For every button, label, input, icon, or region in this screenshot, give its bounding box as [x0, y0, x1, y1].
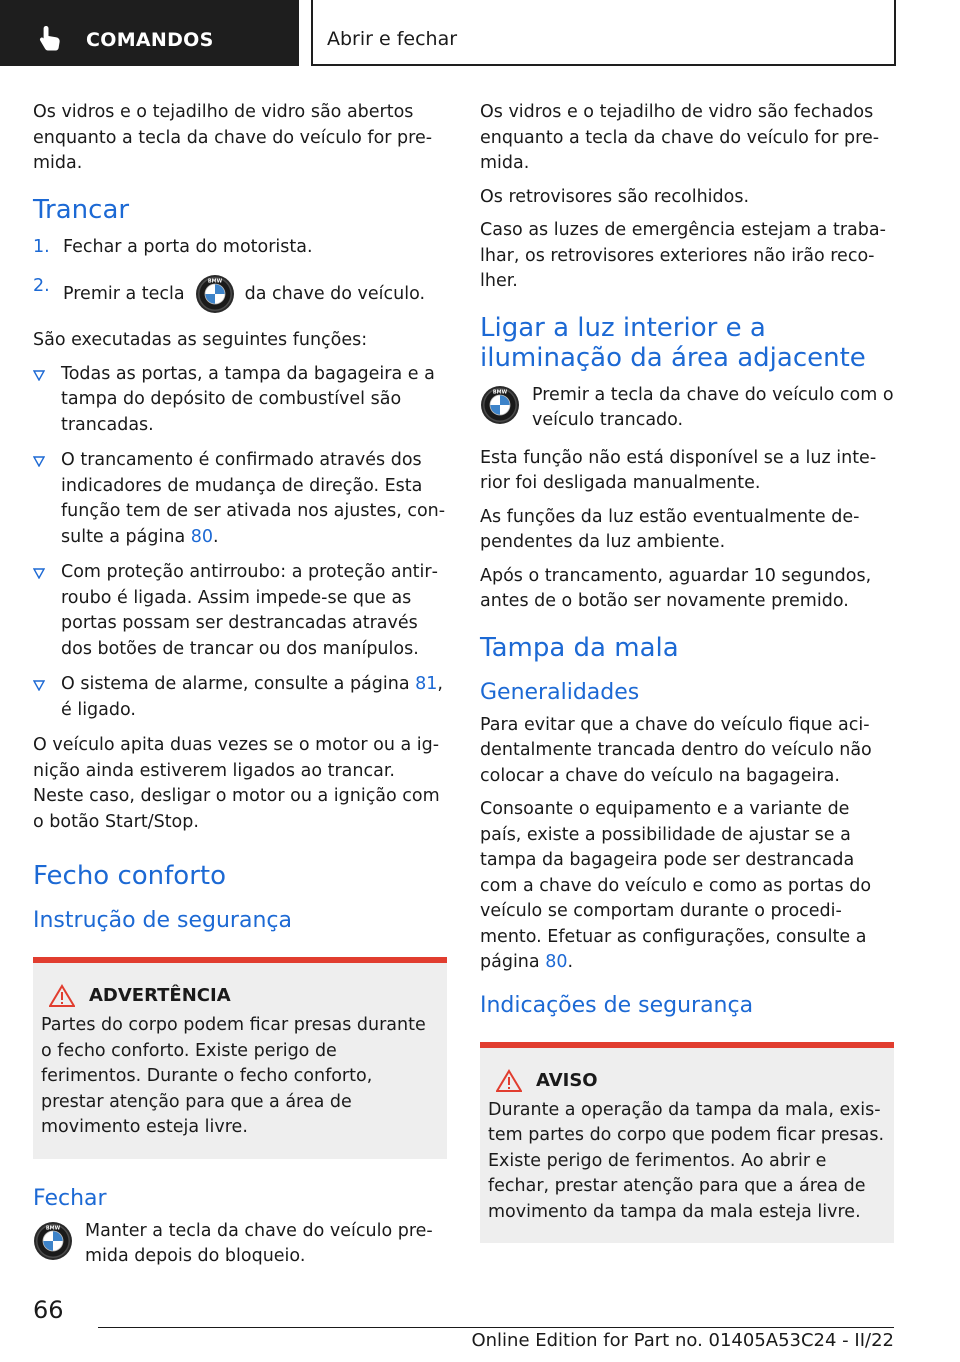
functions-intro: São executadas as seguintes funções: — [33, 330, 368, 350]
comfort-heading: Fecho conforto — [33, 861, 227, 891]
left-column — [33, 100, 447, 1282]
warning-triangle-icon — [496, 1069, 522, 1093]
list-item — [33, 672, 447, 723]
warning-box — [33, 957, 447, 1159]
hand-pointer-icon — [36, 24, 64, 52]
fechar-heading: Fechar — [33, 1185, 107, 1211]
page-link[interactable]: 81 — [415, 674, 438, 694]
step-number: 2. — [33, 276, 50, 296]
warning-title-text: ADVERTÊNCIA — [89, 985, 231, 1006]
notice-text: Durante a operação da tampa da mala, existem partes do corpo que podem ficar presas. Existe perigo de ferimentos. Ao abrir e fechar, prestar atenção para que a área de movimento da tampa da mala esteja livre. — [488, 1099, 885, 1222]
list-item-text: Todas as portas, a tampa da bagageira e a tampa do depósito de combustível são trancadas. — [61, 363, 435, 435]
list-item-text: O sistema de alarme, consulte a página — [61, 674, 410, 694]
list-item — [33, 448, 447, 550]
section-tab — [0, 0, 299, 66]
step-item — [33, 274, 447, 314]
right-column — [480, 100, 894, 1257]
list-item-text: O trancamento é confirmado através dos indicadores de mudança de direção. Esta função tem de ser ativada nos ajustes, consulte a página — [61, 450, 446, 547]
paragraph: Esta função não está disponível se a luz interior foi desligada manualmente. — [480, 447, 877, 493]
paragraph — [480, 797, 894, 976]
beep-paragraph: O veículo apita duas vezes se o motor ou a ignição ainda estiverem ligados ao trancar. Neste caso, desligar o motor ou a ignição com o botão Start/Stop. — [33, 735, 440, 832]
paragraph: Após o trancamento, aguardar 10 segundos, antes de o botão ser novamente premido. — [480, 565, 872, 611]
warning-title — [41, 983, 439, 1009]
paragraph-text: . — [567, 952, 574, 972]
step-item — [33, 235, 447, 261]
paragraph: Os retrovisores são recolhidos. — [480, 186, 750, 207]
trunk-heading: Tampa da mala — [480, 632, 679, 663]
page-number: 66 — [33, 1296, 64, 1324]
fechar-text: Manter a tecla da chave do veículo premida depois do bloqueio. — [85, 1220, 433, 1266]
intro-paragraph: Os vidros e o tejadilho de vidro são abertos enquanto a tecla da chave do veículo for premida. — [33, 102, 433, 173]
general-heading: Generalidades — [480, 679, 640, 705]
triangle-bullet-icon — [33, 370, 45, 381]
step-text: Fechar a porta do motorista. — [63, 236, 313, 257]
notice-title-text: AVISO — [536, 1069, 598, 1091]
paragraph: Os vidros e o tejadilho de vidro são fechados enquanto a tecla da chave do veículo for premida. — [480, 102, 880, 173]
bmw-key-button-icon — [195, 274, 235, 314]
triangle-bullet-icon — [33, 568, 45, 579]
trancar-heading: Trancar — [33, 194, 130, 225]
chapter-title: Abrir e fechar — [327, 28, 458, 50]
paragraph: Caso as luzes de emergência estejam a trabalhar, os retrovisores exteriores não irão recolher. — [480, 220, 886, 291]
light-instruction — [480, 383, 894, 434]
paragraph-text: Consoante o equipamento e a variante de país, existe a possibilidade de ajustar se a tampa da bagageira pode ser destrancada com a chave do veículo e como as portas do veículo se comportam durante o procedimento. Efetuar as configurações, consulte a página — [480, 799, 872, 972]
warning-text: Partes do corpo podem ficar presas durante o fecho conforto. Existe perigo de ferimentos. Durante o fecho conforto, prestar atenção para que a área de movimento esteja livre. — [41, 1015, 426, 1137]
step-number: 1. — [33, 236, 50, 257]
list-item-text: , é ligado. — [61, 674, 443, 720]
chapter-tab — [311, 0, 896, 66]
triangle-bullet-icon — [33, 680, 45, 691]
footer-divider — [98, 1327, 894, 1328]
light-heading: Ligar a luz interior e a iluminação da área adjacente — [480, 312, 866, 373]
list-item-text: Com proteção antirroubo: a proteção antirroubo é ligada. Assim impede-se que as portas possam ser destrancadas através dos botões de trancar ou dos manípulos. — [61, 562, 438, 659]
notice-title — [488, 1068, 886, 1094]
list-item — [33, 362, 447, 439]
list-item — [33, 560, 447, 662]
warning-triangle-icon — [49, 984, 75, 1008]
step-text: Premir a tecla — [63, 284, 185, 304]
safety-heading: Instrução de segurança — [33, 908, 292, 933]
triangle-bullet-icon — [33, 456, 45, 467]
page-header — [0, 0, 960, 66]
section-title: COMANDOS — [86, 29, 214, 51]
page-link[interactable]: 80 — [190, 526, 214, 547]
bmw-key-button-icon — [480, 385, 520, 425]
edition-label: Online Edition for Part no. 01405A53C24 - II/22 — [471, 1330, 894, 1351]
light-text: Premir a tecla da chave do veículo com o veículo trancado. — [532, 384, 894, 430]
bmw-key-button-icon — [33, 1221, 73, 1261]
paragraph: Para evitar que a chave do veículo fique acidentalmente trancada dentro do veículo não colocar a chave do veículo na bagageira. — [480, 714, 872, 786]
list-item-text: . — [213, 526, 219, 547]
notice-box — [480, 1042, 894, 1244]
fechar-instruction — [33, 1219, 447, 1270]
page-link[interactable]: 80 — [545, 952, 568, 972]
paragraph: As funções da luz estão eventualmente dependentes da luz ambiente. — [480, 506, 860, 552]
step-text: da chave do veículo. — [244, 284, 426, 304]
indications-heading: Indicações de segurança — [480, 992, 754, 1018]
